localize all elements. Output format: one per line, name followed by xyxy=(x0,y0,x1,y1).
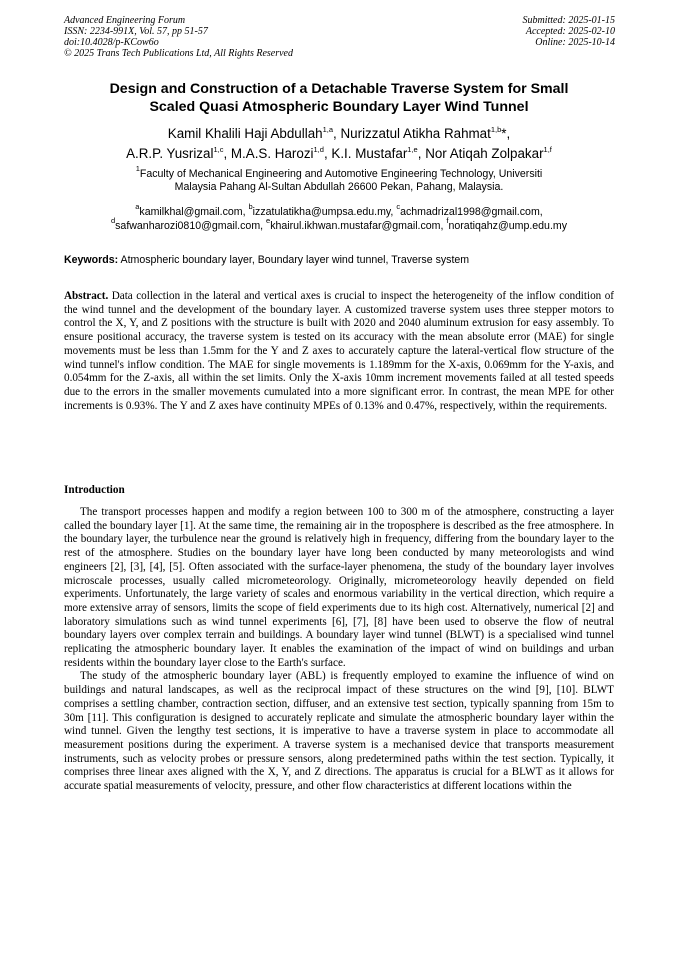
submitted-date: Submitted: 2025-01-15 xyxy=(522,15,615,26)
copyright-line: © 2025 Trans Tech Publications Ltd, All Rights Reserved xyxy=(64,48,293,59)
abstract xyxy=(64,290,614,413)
keywords-label: Keywords: xyxy=(64,254,119,266)
email-sup: d xyxy=(110,216,116,226)
email-address[interactable]: izzatulatikha@umpsa.edu.my xyxy=(252,206,391,218)
email-line-2 xyxy=(64,216,614,233)
author-name: Nurizzatul Atikha Rahmat xyxy=(340,126,491,141)
email-address[interactable]: kamilkhal@gmail.com xyxy=(139,206,243,218)
introduction-body xyxy=(64,506,614,794)
affiliation xyxy=(64,164,614,194)
author-line-1 xyxy=(64,124,614,144)
author-affil-sup: 1,d xyxy=(313,144,324,154)
author-separator: *, xyxy=(501,126,511,141)
affiliation-line-1 xyxy=(64,164,614,181)
author-separator: , xyxy=(333,126,341,141)
author-name: A.R.P. Yusrizal xyxy=(126,146,214,161)
author-name: Kamil Khalili Haji Abdullah xyxy=(167,126,323,141)
accepted-date: Accepted: 2025-02-10 xyxy=(525,26,615,37)
author-line-2 xyxy=(64,144,614,164)
affiliation-sup: 1 xyxy=(135,164,140,174)
email-sup: c xyxy=(396,202,401,212)
email-line-1 xyxy=(64,202,614,219)
author-separator: , xyxy=(417,146,426,161)
keywords xyxy=(64,254,614,267)
email-address[interactable]: achmadrizal1998@gmail.com xyxy=(400,206,540,218)
abstract-label: Abstract. xyxy=(64,290,109,302)
author-affil-sup: 1,f xyxy=(543,144,552,154)
author-affil-sup: 1,b xyxy=(490,124,502,134)
email-address[interactable]: khairul.ikhwan.mustafar@gmail.com xyxy=(270,220,441,232)
paragraph: The study of the atmospheric boundary layer (ABL) is frequently employed to examine the influence of wind on buildings and natural landscapes, as well as the reciprocal impact of these structures on the wind [9], [10]. BLWT comprises a settling chamber, contraction section, diffuser, and an extensive test section, typically spanning from 15m to 30m [11]. This configuration is designed to accurately replicate and simulate the atmospheric boundary layer within the wind tunnel. Given the lengthy test sections, it is imperative to have a traverse system in place to accommodate all measurement positions during the experiment. A traverse system is a mechanised device that transports measurement instruments, such as velocity probes or pressure sensors, along predetermined paths within the test section. Typically, it comprises three linear axes aligned with the X, Y, and Z directions. The apparatus is crucial for a BLWT as it allows for accurate spatial measurements of velocity, pressure, and other flow characteristics at different locations within the xyxy=(64,670,614,793)
email-separator: , xyxy=(539,206,543,218)
author-separator: , xyxy=(323,146,332,161)
paragraph: The transport processes happen and modify a region between 100 to 300 m of the atmosphere, constructing a layer called the boundary layer [1]. At the same time, the remaining air in the troposphere is described as the free atmosphere. In the boundary layer, the turbulence near the ground is relatively high in frequency, differing from the boundary layer to the rest of the atmosphere. Studies on the boundary layer have long been conducted by many meteorologists and wind engineers [2], [3], [4], [5]. Often associated with the surface-layer phenomena, the study of the boundary layer involves microscale processes, usually called micrometeorology. Originally, micrometeorology heavily depended on field experiments. Unfortunately, the large variety of scales and enormous variability in the vertical direction, which require a more extensive array of sensors, limits the scope of field experiments due to its high cost. Alternatively, numerical [2] and laboratory simulations such as wind tunnel experiments [6], [7], [8] have been used to observe the flow of neutral boundary layers over complex terrain and buildings. A boundary layer wind tunnel (BLWT) is a specialised wind tunnel replicating the atmospheric boundary layer. It enables the examination of the impact of wind on buildings and urban residents within the boundary layer close to the Earth's surface. xyxy=(64,506,614,669)
email-list xyxy=(64,202,614,233)
email-sup: b xyxy=(248,202,253,212)
email-separator: , xyxy=(440,220,447,232)
author-affil-sup: 1,c xyxy=(213,144,224,154)
abstract-text: Data collection in the lateral and vertical axes is crucial to inspect the heterogeneity of the inflow condition of the wind tunnel and the development of the boundary layer. A customized traverse system uses three stepper motors to control the X, Y, and Z positions with the structure is built with 2020 and 2040 aluminum extrusion for easy assembly. To ensure positional accuracy, the traverse system is tested on its accuracy with the mean absolute error (MAE) for single movements must be less than 1.5mm for the Y and Z axes to accurately capture the lateral-vertical flow structure of the wind tunnel's inflow condition. The MAE for single movements is 1.189mm for the X-axis, 0.069mm for the Y-axis, and 0.054mm for the Z-axis, all within the set limits. Only the X-axis 10mm increment movements failed at all tested speeds due to the errors in the smaller movements cumulated into a more significant error. In contrast, the mean MPE for other increments is 0.93%. The Y and Z axes have continuity MPEs of 0.13% and 0.47%, respectively, within the requirements. xyxy=(64,290,614,412)
author-name: Nor Atiqah Zolpakar xyxy=(425,146,544,161)
affiliation-line-2: Malaysia Pahang Al-Sultan Abdullah 26600 Pekan, Pahang, Malaysia. xyxy=(174,181,504,193)
dates-info xyxy=(523,15,616,48)
section-heading-introduction: Introduction xyxy=(64,484,125,496)
email-address[interactable]: safwanharozi0810@gmail.com xyxy=(115,220,261,232)
online-date: Online: 2025-10-14 xyxy=(535,37,615,48)
title-line-2: Scaled Quasi Atmospheric Boundary Layer Wind Tunnel xyxy=(149,99,529,115)
email-sup: a xyxy=(135,202,140,212)
author-separator: , xyxy=(223,146,231,161)
journal-info xyxy=(64,15,293,59)
paper-title xyxy=(64,80,614,116)
keywords-text: Atmospheric boundary layer, Boundary layer wind tunnel, Traverse system xyxy=(120,254,470,266)
email-separator: , xyxy=(390,206,397,218)
author-affil-sup: 1,e xyxy=(407,144,418,154)
author-name: M.A.S. Harozi xyxy=(230,146,314,161)
issn-line: ISSN: 2234-991X, Vol. 57, pp 51-57 xyxy=(64,26,208,37)
email-separator: , xyxy=(242,206,249,218)
email-sup: e xyxy=(266,216,271,226)
author-affil-sup: 1,a xyxy=(322,124,334,134)
title-line-1: Design and Construction of a Detachable Traverse System for Small xyxy=(109,81,569,97)
email-separator: , xyxy=(260,220,267,232)
journal-name: Advanced Engineering Forum xyxy=(64,15,186,26)
author-name: K.I. Mustafar xyxy=(331,146,408,161)
affiliation-text-1: Faculty of Mechanical Engineering and Automotive Engineering Technology, Universiti xyxy=(139,168,543,180)
author-list xyxy=(64,124,614,164)
email-sup: f xyxy=(446,216,449,226)
doi-line: doi:10.4028/p-KCow6o xyxy=(64,37,159,48)
email-address[interactable]: noratiqahz@ump.edu.my xyxy=(448,220,568,232)
